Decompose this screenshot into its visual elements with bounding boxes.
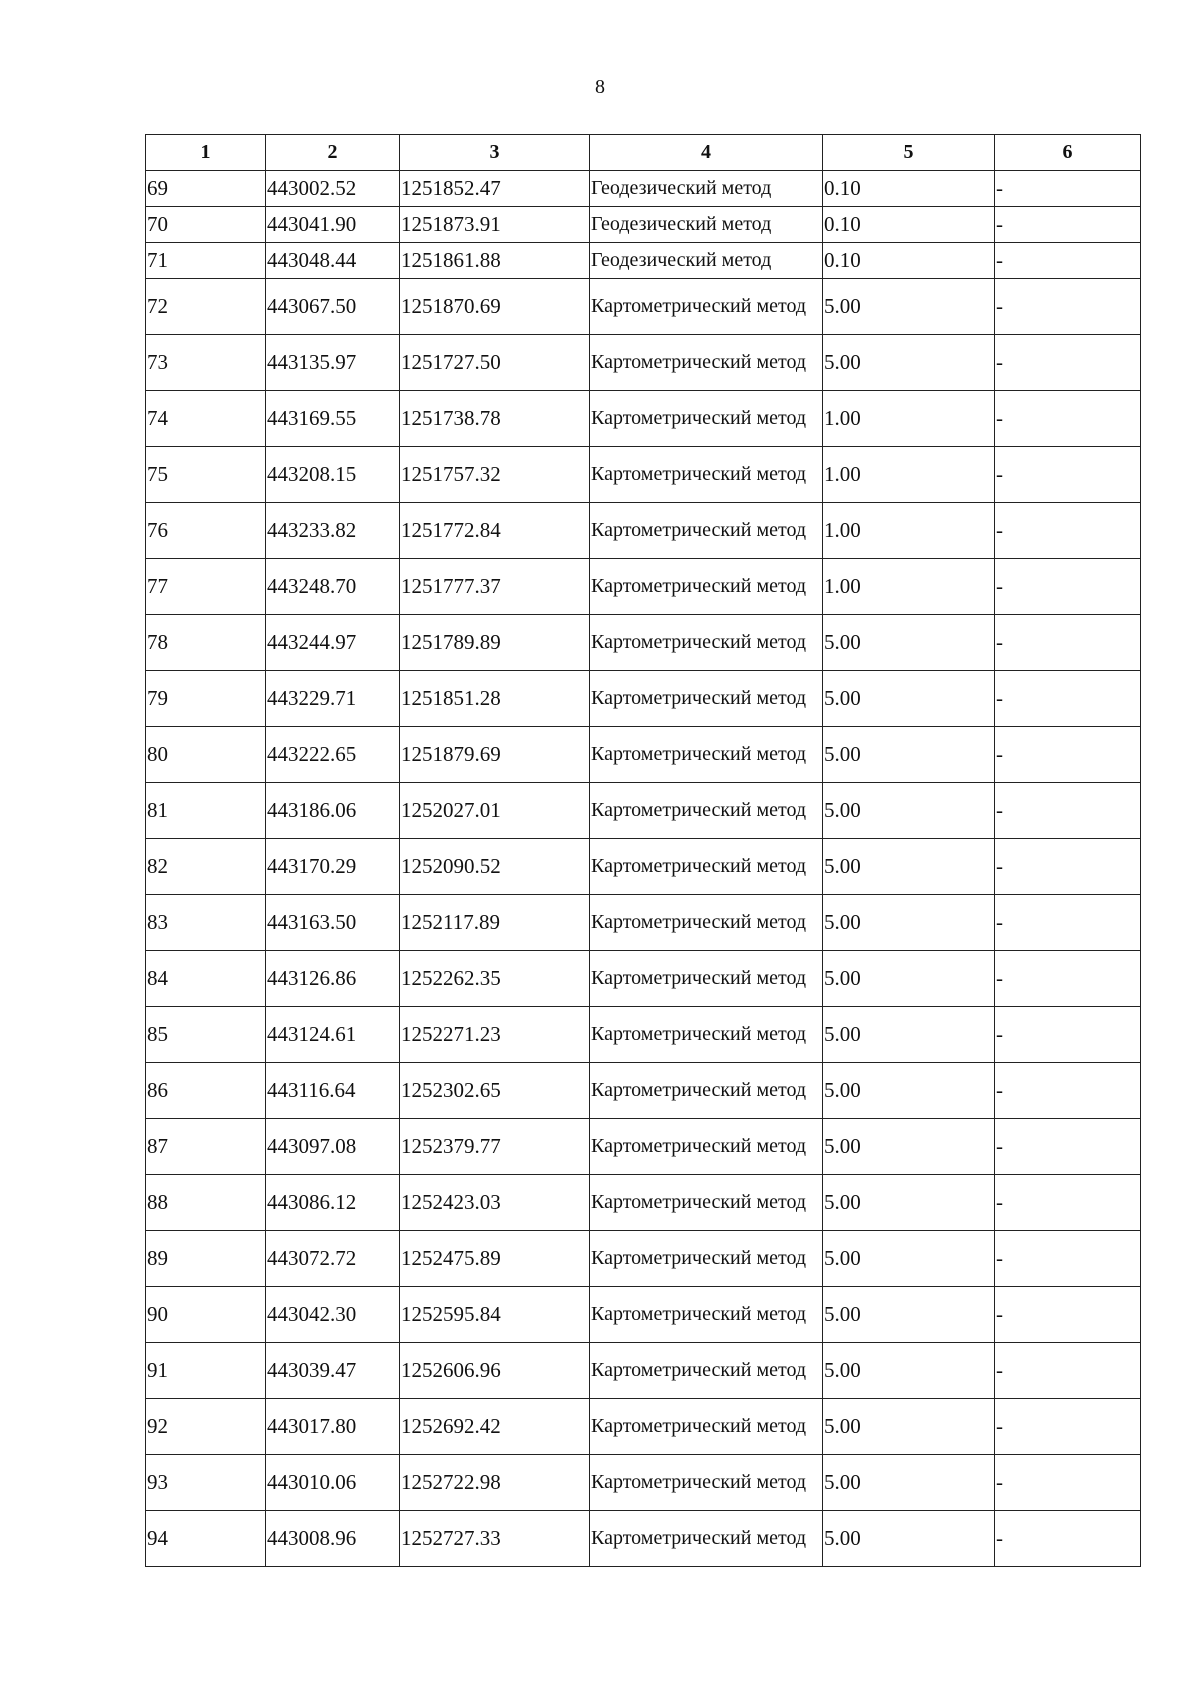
x-coordinate-cell: 443067.50	[266, 279, 400, 335]
x-coordinate-cell: 443169.55	[266, 391, 400, 447]
point-number-cell: 84	[146, 951, 266, 1007]
x-coordinate-cell: 443248.70	[266, 559, 400, 615]
note-cell: -	[995, 1063, 1141, 1119]
note-cell: -	[995, 1231, 1141, 1287]
table-body	[146, 171, 1141, 1567]
note-cell: -	[995, 1455, 1141, 1511]
point-number-cell: 70	[146, 207, 266, 243]
y-coordinate-cell: 1252692.42	[400, 1399, 590, 1455]
method-cell: Картометрический метод	[590, 951, 823, 1007]
column-header: 4	[590, 135, 823, 171]
note-cell: -	[995, 1287, 1141, 1343]
y-coordinate-cell: 1252423.03	[400, 1175, 590, 1231]
point-number-cell: 77	[146, 559, 266, 615]
accuracy-cell: 5.00	[823, 279, 995, 335]
point-number-cell: 86	[146, 1063, 266, 1119]
point-number-cell: 89	[146, 1231, 266, 1287]
method-cell: Картометрический метод	[590, 1063, 823, 1119]
method-cell: Картометрический метод	[590, 447, 823, 503]
y-coordinate-cell: 1252475.89	[400, 1231, 590, 1287]
column-header: 6	[995, 135, 1141, 171]
table-row	[146, 1119, 1141, 1175]
accuracy-cell: 1.00	[823, 559, 995, 615]
point-number-cell: 79	[146, 671, 266, 727]
y-coordinate-cell: 1251757.32	[400, 447, 590, 503]
table-row	[146, 783, 1141, 839]
point-number-cell: 88	[146, 1175, 266, 1231]
point-number-cell: 75	[146, 447, 266, 503]
table-row	[146, 559, 1141, 615]
method-cell: Картометрический метод	[590, 279, 823, 335]
point-number-cell: 90	[146, 1287, 266, 1343]
point-number-cell: 72	[146, 279, 266, 335]
method-cell: Картометрический метод	[590, 1175, 823, 1231]
note-cell: -	[995, 1119, 1141, 1175]
accuracy-cell: 0.10	[823, 243, 995, 279]
accuracy-cell: 1.00	[823, 391, 995, 447]
method-cell: Картометрический метод	[590, 1343, 823, 1399]
point-number-cell: 80	[146, 727, 266, 783]
x-coordinate-cell: 443017.80	[266, 1399, 400, 1455]
point-number-cell: 94	[146, 1511, 266, 1567]
x-coordinate-cell: 443222.65	[266, 727, 400, 783]
x-coordinate-cell: 443042.30	[266, 1287, 400, 1343]
table-row	[146, 839, 1141, 895]
x-coordinate-cell: 443186.06	[266, 783, 400, 839]
method-cell: Картометрический метод	[590, 1287, 823, 1343]
note-cell: -	[995, 447, 1141, 503]
y-coordinate-cell: 1252027.01	[400, 783, 590, 839]
x-coordinate-cell: 443039.47	[266, 1343, 400, 1399]
table-row	[146, 279, 1141, 335]
accuracy-cell: 5.00	[823, 951, 995, 1007]
point-number-cell: 73	[146, 335, 266, 391]
point-number-cell: 83	[146, 895, 266, 951]
method-cell: Картометрический метод	[590, 615, 823, 671]
table-row	[146, 1287, 1141, 1343]
x-coordinate-cell: 443244.97	[266, 615, 400, 671]
table-row	[146, 1231, 1141, 1287]
table-row	[146, 1511, 1141, 1567]
method-cell: Картометрический метод	[590, 671, 823, 727]
coordinates-table	[145, 134, 1141, 1567]
method-cell: Картометрический метод	[590, 895, 823, 951]
x-coordinate-cell: 443163.50	[266, 895, 400, 951]
column-header: 3	[400, 135, 590, 171]
accuracy-cell: 5.00	[823, 1119, 995, 1175]
y-coordinate-cell: 1251870.69	[400, 279, 590, 335]
y-coordinate-cell: 1252302.65	[400, 1063, 590, 1119]
table-header-row	[146, 135, 1141, 171]
y-coordinate-cell: 1251852.47	[400, 171, 590, 207]
y-coordinate-cell: 1252262.35	[400, 951, 590, 1007]
method-cell: Картометрический метод	[590, 335, 823, 391]
note-cell: -	[995, 243, 1141, 279]
table-row	[146, 391, 1141, 447]
x-coordinate-cell: 443116.64	[266, 1063, 400, 1119]
point-number-cell: 82	[146, 839, 266, 895]
y-coordinate-cell: 1251861.88	[400, 243, 590, 279]
note-cell: -	[995, 1343, 1141, 1399]
table-row	[146, 335, 1141, 391]
note-cell: -	[995, 783, 1141, 839]
x-coordinate-cell: 443229.71	[266, 671, 400, 727]
note-cell: -	[995, 839, 1141, 895]
method-cell: Геодезический метод	[590, 171, 823, 207]
accuracy-cell: 5.00	[823, 783, 995, 839]
table-row	[146, 671, 1141, 727]
point-number-cell: 78	[146, 615, 266, 671]
column-header: 5	[823, 135, 995, 171]
method-cell: Геодезический метод	[590, 243, 823, 279]
x-coordinate-cell: 443086.12	[266, 1175, 400, 1231]
column-header: 2	[266, 135, 400, 171]
table-row	[146, 1343, 1141, 1399]
x-coordinate-cell: 443002.52	[266, 171, 400, 207]
table-row	[146, 1063, 1141, 1119]
page-number: 8	[595, 76, 605, 98]
point-number-cell: 74	[146, 391, 266, 447]
table-row	[146, 951, 1141, 1007]
accuracy-cell: 5.00	[823, 1399, 995, 1455]
table-row	[146, 447, 1141, 503]
method-cell: Картометрический метод	[590, 1231, 823, 1287]
point-number-cell: 81	[146, 783, 266, 839]
table-row	[146, 1007, 1141, 1063]
x-coordinate-cell: 443135.97	[266, 335, 400, 391]
method-cell: Картометрический метод	[590, 1007, 823, 1063]
x-coordinate-cell: 443170.29	[266, 839, 400, 895]
point-number-cell: 85	[146, 1007, 266, 1063]
point-number-cell: 69	[146, 171, 266, 207]
point-number-cell: 92	[146, 1399, 266, 1455]
y-coordinate-cell: 1252117.89	[400, 895, 590, 951]
y-coordinate-cell: 1251789.89	[400, 615, 590, 671]
note-cell: -	[995, 671, 1141, 727]
x-coordinate-cell: 443233.82	[266, 503, 400, 559]
accuracy-cell: 5.00	[823, 615, 995, 671]
x-coordinate-cell: 443010.06	[266, 1455, 400, 1511]
point-number-cell: 91	[146, 1343, 266, 1399]
note-cell: -	[995, 503, 1141, 559]
x-coordinate-cell: 443072.72	[266, 1231, 400, 1287]
note-cell: -	[995, 1175, 1141, 1231]
note-cell: -	[995, 615, 1141, 671]
x-coordinate-cell: 443097.08	[266, 1119, 400, 1175]
note-cell: -	[995, 1007, 1141, 1063]
method-cell: Картометрический метод	[590, 1511, 823, 1567]
table-row	[146, 727, 1141, 783]
note-cell: -	[995, 335, 1141, 391]
y-coordinate-cell: 1251851.28	[400, 671, 590, 727]
note-cell: -	[995, 391, 1141, 447]
note-cell: -	[995, 1511, 1141, 1567]
accuracy-cell: 1.00	[823, 503, 995, 559]
table-row	[146, 503, 1141, 559]
x-coordinate-cell: 443208.15	[266, 447, 400, 503]
y-coordinate-cell: 1252271.23	[400, 1007, 590, 1063]
y-coordinate-cell: 1251772.84	[400, 503, 590, 559]
table-row	[146, 895, 1141, 951]
method-cell: Картометрический метод	[590, 391, 823, 447]
accuracy-cell: 5.00	[823, 1343, 995, 1399]
accuracy-cell: 5.00	[823, 1007, 995, 1063]
y-coordinate-cell: 1252595.84	[400, 1287, 590, 1343]
method-cell: Картометрический метод	[590, 727, 823, 783]
note-cell: -	[995, 895, 1141, 951]
accuracy-cell: 5.00	[823, 727, 995, 783]
table-row	[146, 207, 1141, 243]
accuracy-cell: 5.00	[823, 335, 995, 391]
accuracy-cell: 0.10	[823, 207, 995, 243]
note-cell: -	[995, 171, 1141, 207]
accuracy-cell: 0.10	[823, 171, 995, 207]
accuracy-cell: 5.00	[823, 671, 995, 727]
accuracy-cell: 5.00	[823, 1175, 995, 1231]
accuracy-cell: 5.00	[823, 1063, 995, 1119]
y-coordinate-cell: 1252722.98	[400, 1455, 590, 1511]
method-cell: Картометрический метод	[590, 559, 823, 615]
x-coordinate-cell: 443124.61	[266, 1007, 400, 1063]
y-coordinate-cell: 1251873.91	[400, 207, 590, 243]
accuracy-cell: 1.00	[823, 447, 995, 503]
note-cell: -	[995, 559, 1141, 615]
accuracy-cell: 5.00	[823, 1511, 995, 1567]
note-cell: -	[995, 727, 1141, 783]
table-row	[146, 243, 1141, 279]
y-coordinate-cell: 1251879.69	[400, 727, 590, 783]
point-number-cell: 87	[146, 1119, 266, 1175]
point-number-cell: 71	[146, 243, 266, 279]
accuracy-cell: 5.00	[823, 895, 995, 951]
table-row	[146, 1175, 1141, 1231]
point-number-cell: 76	[146, 503, 266, 559]
method-cell: Картометрический метод	[590, 783, 823, 839]
note-cell: -	[995, 951, 1141, 1007]
y-coordinate-cell: 1252379.77	[400, 1119, 590, 1175]
method-cell: Геодезический метод	[590, 207, 823, 243]
accuracy-cell: 5.00	[823, 839, 995, 895]
method-cell: Картометрический метод	[590, 1119, 823, 1175]
y-coordinate-cell: 1251727.50	[400, 335, 590, 391]
y-coordinate-cell: 1252606.96	[400, 1343, 590, 1399]
y-coordinate-cell: 1252727.33	[400, 1511, 590, 1567]
y-coordinate-cell: 1252090.52	[400, 839, 590, 895]
y-coordinate-cell: 1251777.37	[400, 559, 590, 615]
y-coordinate-cell: 1251738.78	[400, 391, 590, 447]
note-cell: -	[995, 1399, 1141, 1455]
accuracy-cell: 5.00	[823, 1231, 995, 1287]
point-number-cell: 93	[146, 1455, 266, 1511]
method-cell: Картометрический метод	[590, 503, 823, 559]
table-row	[146, 171, 1141, 207]
x-coordinate-cell: 443041.90	[266, 207, 400, 243]
column-header: 1	[146, 135, 266, 171]
note-cell: -	[995, 207, 1141, 243]
method-cell: Картометрический метод	[590, 1455, 823, 1511]
method-cell: Картометрический метод	[590, 1399, 823, 1455]
table-row	[146, 1399, 1141, 1455]
x-coordinate-cell: 443048.44	[266, 243, 400, 279]
x-coordinate-cell: 443126.86	[266, 951, 400, 1007]
table-row	[146, 1455, 1141, 1511]
x-coordinate-cell: 443008.96	[266, 1511, 400, 1567]
accuracy-cell: 5.00	[823, 1287, 995, 1343]
method-cell: Картометрический метод	[590, 839, 823, 895]
accuracy-cell: 5.00	[823, 1455, 995, 1511]
note-cell: -	[995, 279, 1141, 335]
table-row	[146, 615, 1141, 671]
